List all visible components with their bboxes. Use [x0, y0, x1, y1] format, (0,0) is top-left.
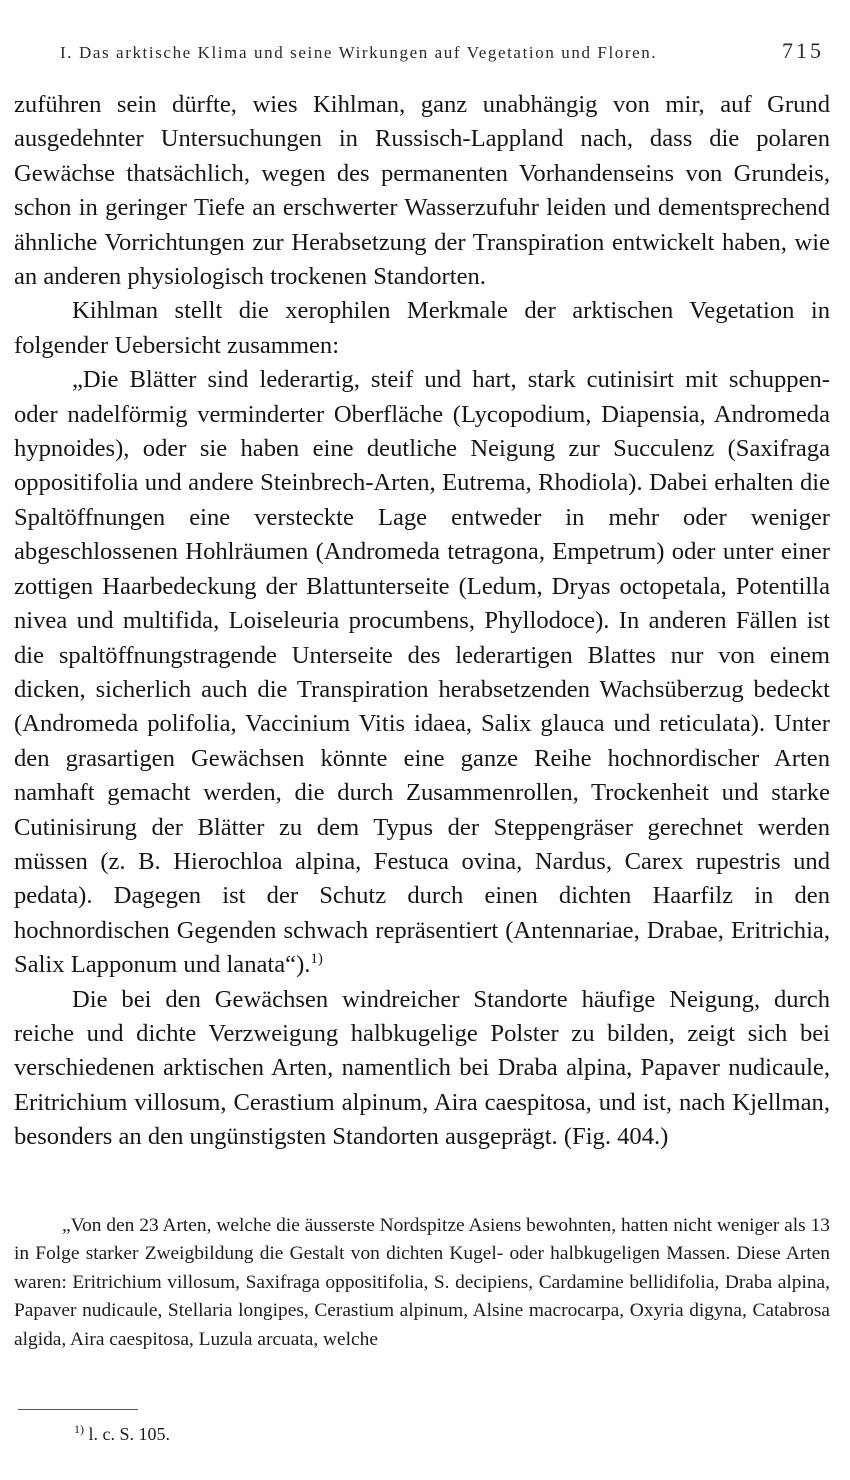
paragraph-kihlman-intro: Kihlman stellt die xerophilen Merkmale der arktischen Vegetation in folgender Uebersicht zusammen:	[14, 297, 830, 359]
paragraph-kihlman-quote	[14, 363, 830, 982]
footnote-reference: 1)	[310, 950, 323, 967]
footnote-mark: 1)	[74, 1422, 84, 1436]
paragraph-cushion-plants: Die bei den Gewächsen windreicher Standorte häufige Neigung, durch reiche und dichte Verzweigung halbkugelige Polster zu bilden, zeigt sich bei verschiedenen arktischen Arten, namentlich bei Draba alpina, Papaver nudicaule, Eritrichium villosum, Cerastium alpinum, Aira caespitosa, und ist, nach Kjellman, besonders an den ungünstigsten Standorten ausgeprägt. (Fig. 404.)	[14, 985, 830, 1151]
footnote	[74, 1424, 170, 1445]
footnote-text: l. c. S. 105.	[88, 1424, 171, 1444]
paragraph-continuation: zuführen sein dürfte, wies Kihlman, ganz unabhängig von mir, auf Grund ausgedehnter Untersuchungen in Russisch-Lappland nach, dass die polaren Gewächse thatsächlich, wegen des permanenten Vorhandenseins von Grundeis, schon in geringer Tiefe an erschwerter Wasserzufuhr leiden und dementsprechend ähnliche Vorrichtungen zur Herabsetzung der Transpiration entwickelt haben, wie an anderen physiologisch trockenen Standorten.	[14, 91, 830, 291]
main-text	[14, 88, 830, 1155]
quote-text: „Die Blätter sind lederartig, steif und hart, stark cutinisirt mit schuppen- oder nadelförmig verminderter Oberfläche (Lycopodium, Diapensia, Andromeda hypnoides), oder sie haben eine deutliche Neigung zur Succulenz (Saxifraga oppositifolia und andere Steinbrech-Arten, Eutrema, Rhodiola). Dabei erhalten die Spaltöffnungen eine versteckte Lage entweder in mehr oder weniger abgeschlossenen Hohlräumen (Andromeda tetragona, Empetrum) oder unter einer zottigen Haarbedeckung der Blattunterseite (Ledum, Dryas octopetala, Potentilla nivea und multifida, Loiseleuria procumbens, Phyllodoce). In anderen Fällen ist die spaltöffnungstragende Unterseite des lederartigen Blattes nur von einem dicken, sicherlich auch die Transpiration herabsetzenden Wachsüberzug bedeckt (Andromeda polifolia, Vaccinium Vitis idaea, Salix glauca und reticulata). Unter den grasartigen Gewächsen könnte eine ganze Reihe hochnordischer Arten namhaft gemacht werden, die durch Zusammenrollen, Trockenheit und starke Cutinisirung der Blätter zu dem Typus der Steppengräser gerechnet werden müssen (z. B. Hierochloa alpina, Festuca ovina, Nardus, Carex rupestris und pedata). Dagegen ist der Schutz durch einen dichten Haarfilz in den hochnordischen Gegenden schwach repräsentiert (Antennariae, Drabae, Eritrichia, Salix Lapponum und lanata“).	[14, 366, 830, 979]
block-quotation: „Von den 23 Arten, welche die äusserste Nordspitze Asiens bewohnten, hatten nicht weniger als 13 in Folge starker Zweigbildung die Gestalt von dichten Kugel- oder halbkugeligen Massen. Diese Arten waren: Eritrichium villosum, Saxifraga oppositifolia, S. decipiens, Cardamine bellidifolia, Draba alpina, Papaver nudicaule, Stellaria longipes, Cerastium alpinum, Alsine macrocarpa, Oxyria digyna, Catabrosa algida, Aira caespitosa, Luzula arcuata, welche	[14, 1215, 830, 1350]
running-title: I. Das arktische Klima und seine Wirkungen auf Vegetation und Floren.	[60, 43, 658, 62]
running-header	[60, 38, 824, 64]
footnote-divider	[18, 1409, 138, 1410]
page-number: 715	[782, 38, 824, 63]
